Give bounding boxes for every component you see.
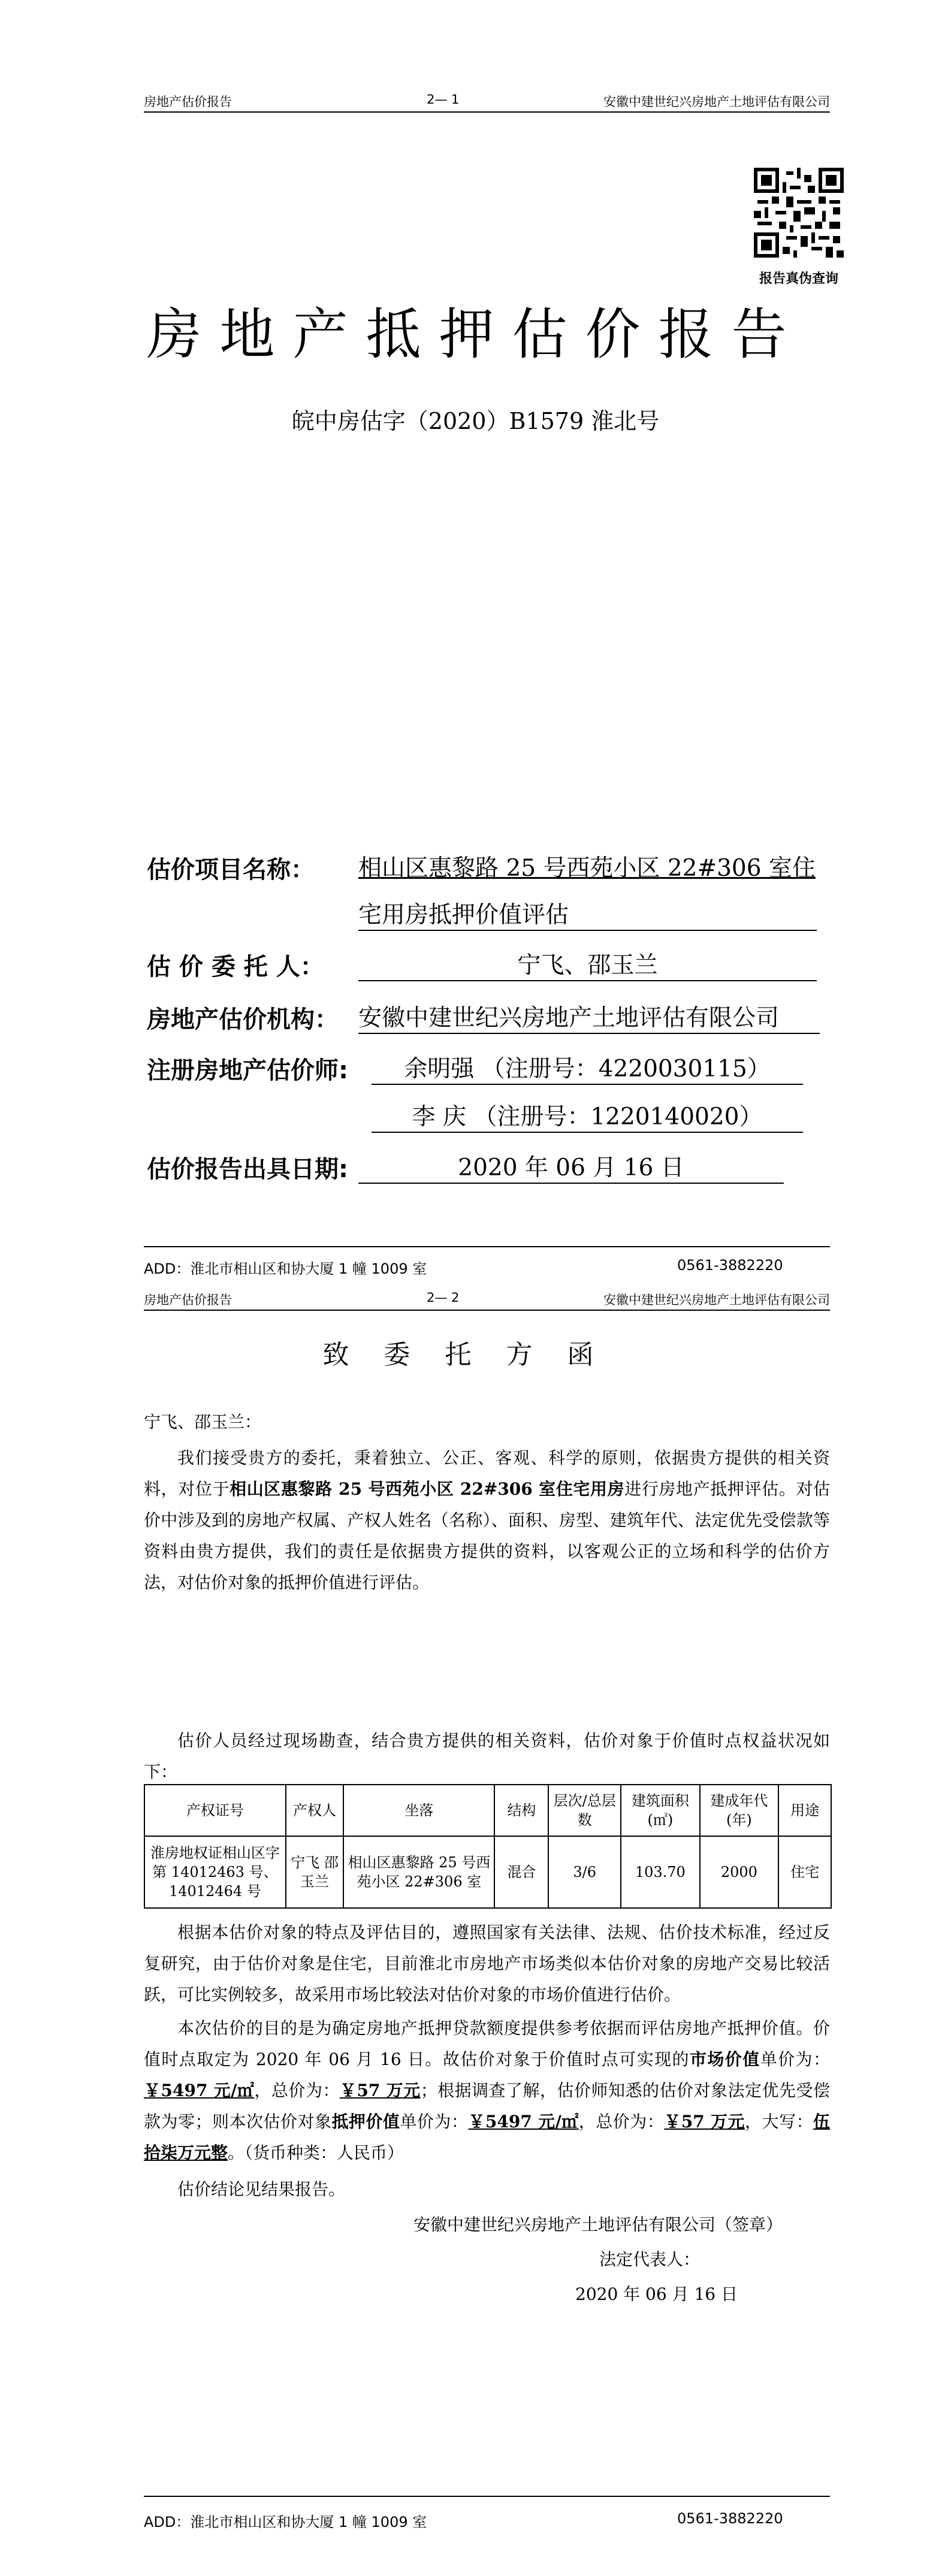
paragraph-1-intro: 我们接受贵方的委托，秉着独立、公正、客观、科学的原则，依据贵方提供的相关资料，对位于 xyxy=(144,1448,830,1499)
letter-paragraph-1 xyxy=(144,1443,830,1598)
mortgage-total-price: ￥57 万元 xyxy=(664,2112,745,2131)
paragraph-4-text: ；根据调查了解，估价师知悉的估价对象法定优先受偿款为零；则本次估价对象 xyxy=(144,2081,830,2131)
table-row xyxy=(144,1836,831,1908)
paragraph-4-text: ，总价为： xyxy=(254,2081,340,2100)
table-header-cell: 层次/总层数 xyxy=(548,1785,621,1836)
qr-caption: 报告真伪查询 xyxy=(759,271,838,286)
mortgage-unit-price: ￥5497 元/㎡ xyxy=(468,2112,579,2131)
page1-footer-phone: 0561-3882220 xyxy=(677,1257,783,1274)
table-header-row xyxy=(144,1785,831,1836)
table-cell-floor: 3/6 xyxy=(548,1836,621,1908)
table-cell-certificate: 淮房地权证相山区字第 14012463 号、14012464 号 xyxy=(144,1836,286,1908)
table-header-cell: 结构 xyxy=(494,1785,548,1836)
report-date-value: 2020 年 06 月 16 日 xyxy=(358,1149,784,1184)
verification-qr-code-icon[interactable] xyxy=(754,168,844,258)
market-value-term: 市场价值 xyxy=(689,2049,760,2069)
page2-header-company: 安徽中建世纪兴房地产土地评估有限公司 xyxy=(603,1293,830,1307)
paragraph-4-intro: 本次估价的目的是为确定房地产抵押贷款额度提供参考依据而评估房地产抵押价值。价值时点取定为 2020 年 06 月 16 日。故估价对象于价值时点可实现的 xyxy=(144,2018,830,2069)
signature-date: 2020 年 06 月 16 日 xyxy=(575,2284,738,2304)
table-cell-usage: 住宅 xyxy=(778,1836,831,1908)
project-name-value-line2: 宅用房抵押价值评估 xyxy=(358,896,817,931)
table-header-cell: 坐落 xyxy=(343,1785,494,1836)
client-value: 宁飞、邵玉兰 xyxy=(358,947,817,981)
page2-header-left: 房地产估价报告 xyxy=(144,1293,232,1307)
paragraph-4-text: ，大写： xyxy=(744,2112,813,2131)
property-info-table xyxy=(144,1784,832,1909)
page1-header-left: 房地产估价报告 xyxy=(144,95,232,109)
letter-title: 致委托方函 xyxy=(322,1340,629,1370)
qr-code-graphic xyxy=(754,168,844,258)
client-label: 估 价 委 托 人： xyxy=(147,953,324,981)
paragraph-4-text: 单价为： xyxy=(760,2049,830,2069)
table-cell-year: 2000 xyxy=(700,1836,779,1908)
letter-paragraph-3: 根据本估价对象的特点及评估目的，遵照国家有关法律、法规、估价技术标准，经过反复研究，由于估价对象是住宅，目前淮北市房地产市场类似本估价对象的房地产交易比较活跃，可比实例较多，故采用市场比较法对估价对象的市场价值进行估价。 xyxy=(144,1922,830,2004)
appraiser-1: 余明强 （注册号：4220030115） xyxy=(372,1050,803,1085)
page1-header-company: 安徽中建世纪兴房地产土地评估有限公司 xyxy=(603,95,830,109)
agency-value: 安徽中建世纪兴房地产土地评估有限公司 xyxy=(358,999,820,1034)
page2-header xyxy=(144,1288,830,1311)
table-header-cell: 产权证号 xyxy=(144,1785,286,1836)
agency-label: 房地产估价机构： xyxy=(147,1006,339,1033)
paragraph-4-text: 单价为： xyxy=(400,2112,469,2131)
appraiser-label: 注册房地产估价师: xyxy=(147,1057,348,1084)
table-cell-structure: 混合 xyxy=(494,1836,548,1908)
market-unit-price: ￥5497 元/㎡ xyxy=(144,2081,255,2100)
letter-paragraph-5: 估价结论见结果报告。 xyxy=(177,2179,346,2199)
table-cell-location: 相山区惠黎路 25 号西苑小区 22#306 室 xyxy=(343,1836,494,1908)
page2-header-page: 2— 2 xyxy=(427,1290,460,1305)
page2-footer-rule xyxy=(144,2496,830,2497)
project-name-value-line1: 相山区惠黎路 25 号西苑小区 22#306 室住 xyxy=(358,855,816,882)
project-name-label: 估价项目名称： xyxy=(147,856,315,884)
paragraph-1-body: 进行房地产抵押评估。对估价中涉及到的房地产权属、产权人姓名（名称）、面积、房型、建筑年代、法定优先受偿款等资料由贵方提供，我们的责任是依据贵方提供的资料，以客观公正的立场和科学的估价方法，对估价对象的抵押价值进行评估。 xyxy=(144,1479,830,1592)
table-header-cell: 建成年代(年) xyxy=(700,1785,779,1836)
report-document-number: 皖中房估字（2020）B1579 淮北号 xyxy=(291,408,660,434)
page1-header xyxy=(144,90,830,113)
letter-salutation: 宁飞、邵玉兰： xyxy=(144,1412,262,1432)
letter-paragraph-2: 估价人员经过现场勘查，结合贵方提供的相关资料，估价对象于价值时点权益状况如下： xyxy=(144,1731,830,1782)
report-title: 房地产抵押估价报告 xyxy=(146,303,805,367)
page2-footer-address: ADD：淮北市相山区和协大厦 1 幢 1009 室 xyxy=(144,2514,427,2530)
table-header-cell: 产权人 xyxy=(286,1785,344,1836)
table-header-cell: 用途 xyxy=(778,1785,831,1836)
mortgage-value-term: 抵押价值 xyxy=(331,2112,400,2131)
page1-footer-address: ADD：淮北市相山区和协大厦 1 幢 1009 室 xyxy=(144,1260,427,1277)
page1-footer-rule xyxy=(144,1246,830,1247)
page2-footer-phone: 0561-3882220 xyxy=(677,2510,783,2527)
table-cell-owner: 宁飞 邵玉兰 xyxy=(286,1836,344,1908)
appraiser-2: 李 庆 （注册号：1220140020） xyxy=(372,1098,803,1133)
market-total-price: ￥57 万元 xyxy=(339,2081,421,2100)
mortgage-total-capital: 伍拾柒万元整 xyxy=(144,2112,830,2163)
property-address: 相山区惠黎路 25 号西苑小区 22#306 室住宅用房 xyxy=(230,1479,625,1499)
signature-legal-representative: 法定代表人： xyxy=(599,2250,701,2269)
signature-company: 安徽中建世纪兴房地产土地评估有限公司（签章） xyxy=(413,2215,783,2235)
paragraph-4-text: 。（货币种类：人民币） xyxy=(228,2143,404,2163)
table-cell-area: 103.70 xyxy=(621,1836,700,1908)
page1-header-page: 2— 1 xyxy=(427,92,460,107)
letter-paragraph-4 xyxy=(144,2013,830,2169)
report-date-label: 估价报告出具日期: xyxy=(147,1156,348,1183)
paragraph-4-text: ，总价为： xyxy=(578,2112,665,2131)
table-header-cell: 建筑面积(㎡) xyxy=(621,1785,700,1836)
